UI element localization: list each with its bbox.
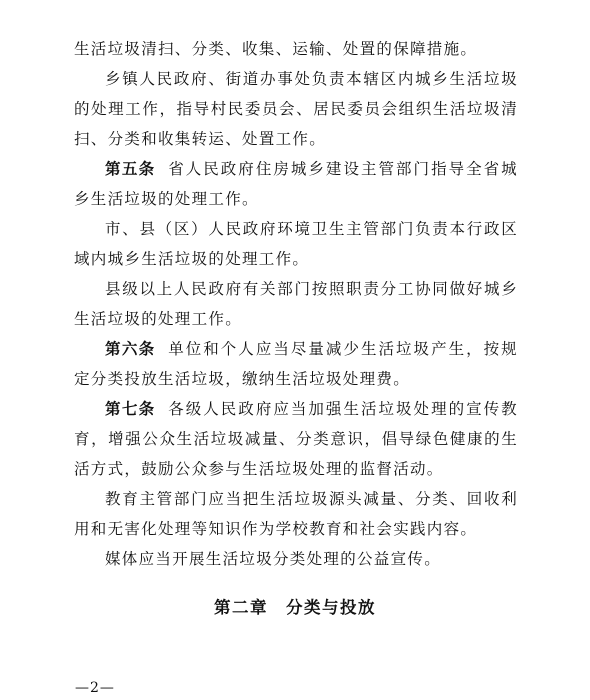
paragraph-county-departments <box>74 274 518 334</box>
paragraph-text: 单位和个人应当尽量减少生活垃圾产生，按规定分类投放生活垃圾，缴纳生活垃圾处理费。 <box>74 340 518 388</box>
article-label: 第六条 <box>105 340 156 358</box>
paragraph-article-7 <box>74 394 518 484</box>
paragraph-text: 省人民政府住房城乡建设主管部门指导全省城乡生活垃圾的处理工作。 <box>74 160 518 208</box>
paragraph-text: 各级人民政府应当加强生活垃圾处理的宣传教育，增强公众生活垃圾减量、分类意识，倡导绿色健康的生活方式，鼓励公众参与生活垃圾处理的监督活动。 <box>74 400 518 478</box>
chapter-number: 第二章 <box>214 598 268 617</box>
paragraph-township-duty <box>74 64 518 154</box>
paragraph-city-county-duty <box>74 214 518 274</box>
chapter-title: 分类与投放 <box>286 598 376 617</box>
paragraph-text: 教育主管部门应当把生活垃圾源头减量、分类、回收利用和无害化处理等知识作为学校教育和社会实践内容。 <box>74 490 518 538</box>
article-label: 第五条 <box>105 160 156 178</box>
paragraph-education-departments <box>74 484 518 544</box>
body-text <box>74 34 518 574</box>
paragraph-article-6 <box>74 334 518 394</box>
paragraph-text: 媒体应当开展生活垃圾分类处理的公益宣传。 <box>105 550 442 568</box>
paragraph-text: 县级以上人民政府有关部门按照职责分工协同做好城乡生活垃圾的处理工作。 <box>74 280 518 328</box>
paragraph-article-5 <box>74 154 518 214</box>
paragraph-continuation <box>74 34 518 64</box>
chapter-heading <box>0 594 590 618</box>
page-number: —2— <box>75 680 115 696</box>
paragraph-text: 市、县（区）人民政府环境卫生主管部门负责本行政区域内城乡生活垃圾的处理工作。 <box>74 220 518 268</box>
paragraph-text: 乡镇人民政府、街道办事处负责本辖区内城乡生活垃圾的处理工作，指导村民委员会、居民委员会组织生活垃圾清扫、分类和收集转运、处置工作。 <box>74 70 518 148</box>
paragraph-text: 生活垃圾清扫、分类、收集、运输、处置的保障措施。 <box>74 40 478 58</box>
paragraph-media <box>74 544 518 574</box>
article-label: 第七条 <box>105 400 156 418</box>
